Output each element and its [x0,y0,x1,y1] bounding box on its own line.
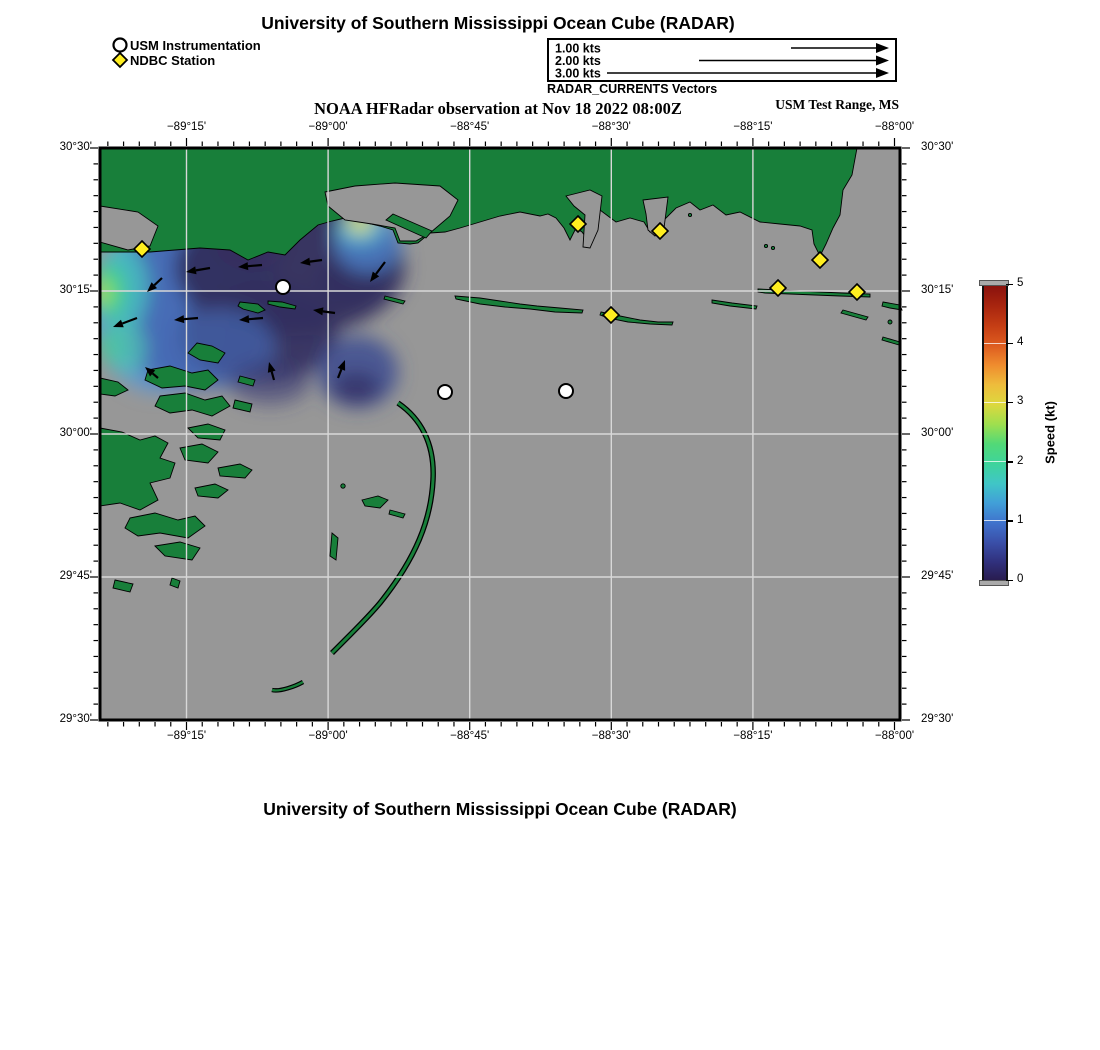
scale-arrow-head [876,43,889,53]
colorbar-tick-label: 5 [1017,277,1024,289]
y-axis-label-left: 29°45' [59,570,92,582]
observation-subtitle: NOAA HFRadar observation at Nov 18 2022 08:00Z [314,99,682,118]
map-plot [100,148,900,720]
usm-instrumentation-marker [559,384,573,398]
legend [110,36,261,70]
colorbar-tick-label: 1 [1017,513,1024,526]
vector-scale-row-label: 3.00 kts [555,66,601,81]
colorbar-tick [1006,402,1013,404]
y-axis-label-left: 30°15' [59,284,92,296]
y-axis-label-left: 30°30' [59,141,92,153]
legend-item-ndbc-station: NDBC Station [130,53,216,68]
figure-title-top: University of Southern Mississippi Ocean Cube (RADAR) [261,13,735,33]
scale-arrow-head [876,68,889,78]
x-axis-label-bottom: −88°15' [733,730,773,742]
x-axis-label-top: −88°45' [450,121,490,133]
current-vector [184,318,198,319]
usm-instrumentation-marker [276,280,290,294]
colorbar-bottom-cap [979,580,1009,586]
colorbar-tick [1006,343,1013,345]
vector-scale-caption: RADAR_CURRENTS Vectors [547,82,718,96]
legend-marker-icons [110,36,132,70]
vector-scale-row-label: 1.00 kts [555,41,601,56]
small-island [330,533,338,560]
scale-arrow-head [876,56,889,66]
y-axis-label-right: 29°45' [921,570,954,582]
colorbar-tick-label: 4 [1017,336,1024,349]
colorbar-tick [1006,520,1013,522]
x-axis-label-top: −88°00' [874,121,915,133]
colorbar-tick [1006,580,1013,582]
colorbar-divider [984,461,1006,462]
colorbar-divider [984,402,1006,403]
colorbar-tick [1006,461,1013,463]
x-axis-label-bottom: −88°30' [591,730,631,742]
colorbar-divider [984,520,1006,521]
y-axis-label-right: 30°15' [921,284,954,296]
y-axis-label-left: 29°30' [59,713,92,725]
colorbar-top-cap [979,280,1009,286]
colorbar-axis-label: Speed (kt) [1042,401,1058,464]
circle-icon [114,39,127,52]
colorbar-divider [984,343,1006,344]
diamond-icon [113,53,127,67]
current-vector [248,265,262,266]
colorbar-tick-label: 2 [1017,454,1024,467]
legend-item-usm-instrumentation: USM Instrumentation [130,38,261,53]
x-axis-label-top: −89°00' [308,121,348,133]
y-axis-label-right: 30°30' [921,141,954,153]
y-axis-label-right: 29°30' [921,713,954,725]
x-axis-label-bottom: −88°00' [874,730,915,742]
map-area [100,148,900,720]
vector-scale-arrows [549,40,895,80]
vector-scale-box [547,38,897,82]
colorbar-tick-label: 3 [1017,395,1024,408]
region-label: USM Test Range, MS [775,97,899,112]
colorbar-tick [1006,284,1013,286]
x-axis-label-top: −89°15' [166,121,207,133]
x-axis-label-top: −88°30' [591,121,631,133]
colorbar-tick-label: 0 [1017,573,1024,585]
x-axis-label-top: −88°15' [733,121,773,133]
vector-scale-row-label: 2.00 kts [555,54,601,68]
y-axis-label-right: 30°00' [921,427,954,439]
x-axis-label-bottom: −89°00' [308,730,348,742]
usm-instrumentation-marker [438,385,452,399]
colorbar [982,284,1008,584]
current-vector [249,318,263,319]
x-axis-label-bottom: −89°15' [166,730,207,742]
figure-title-bottom: University of Southern Mississippi Ocean Cube (RADAR) [263,799,737,819]
x-axis-label-bottom: −88°45' [450,730,490,742]
y-axis-label-left: 30°00' [59,427,92,439]
